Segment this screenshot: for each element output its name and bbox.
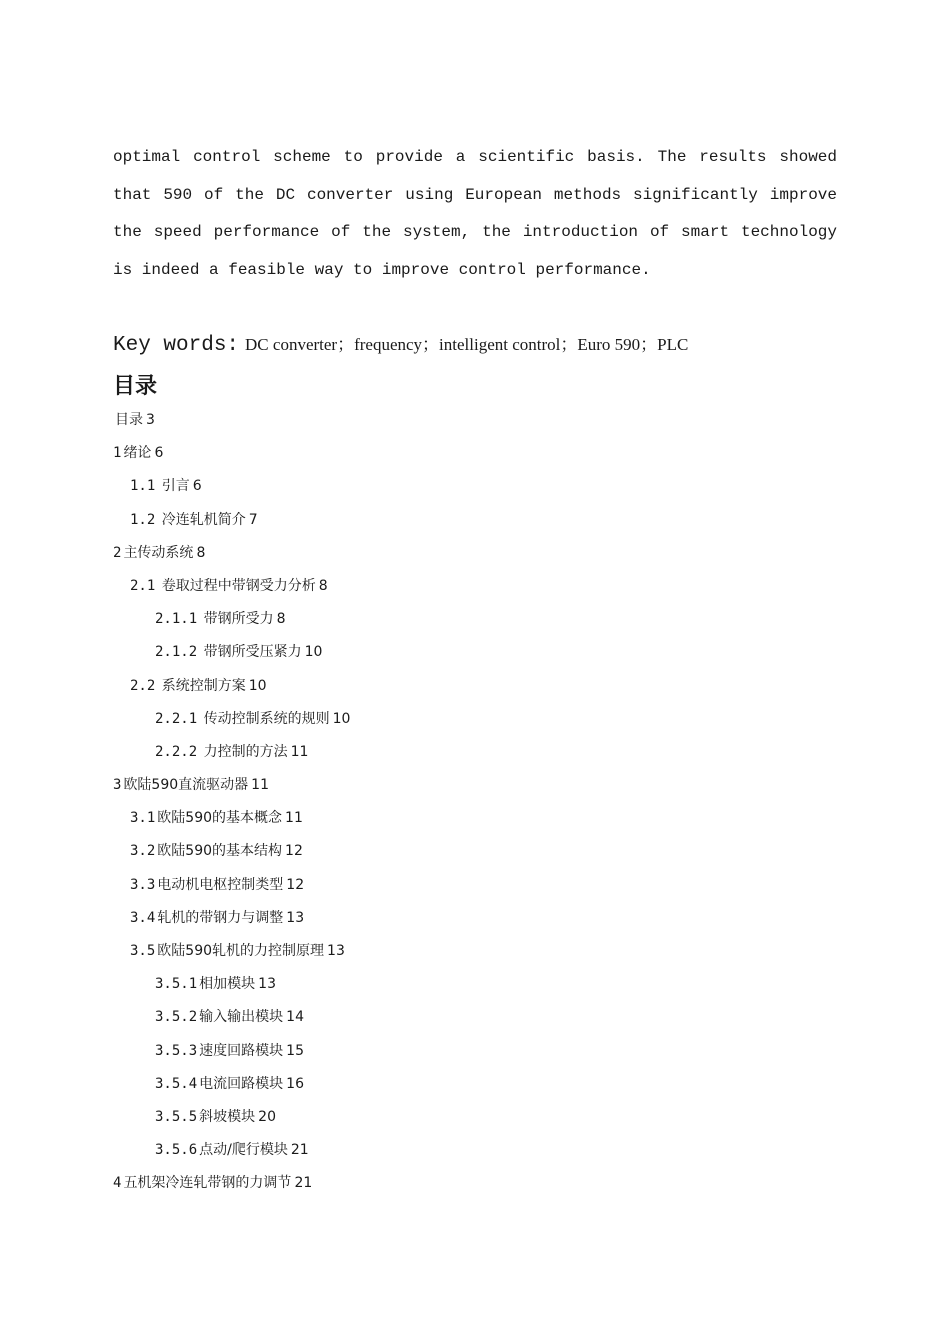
toc-entry-title: 点动/爬行模块: [199, 1142, 288, 1159]
toc-entry-number: 1: [113, 445, 122, 462]
toc-entry-page: 6: [192, 478, 202, 495]
toc-entry[interactable]: [113, 1134, 350, 1167]
toc-entry-number: 4: [113, 1175, 122, 1192]
toc-entry-page: 10: [332, 710, 351, 727]
toc-entry[interactable]: [113, 437, 350, 470]
toc-entry-page: 21: [294, 1175, 313, 1192]
toc-entry[interactable]: [113, 1068, 350, 1101]
keywords-text: DC converter；frequency；intelligent control；Euro 590；PLC: [245, 335, 689, 354]
toc-entry[interactable]: [113, 670, 350, 703]
toc-entry-title: 速度回路模块: [199, 1042, 284, 1059]
toc-entry-page: 12: [285, 843, 303, 860]
toc-entry-page: 15: [286, 1042, 304, 1059]
toc-entry-page: 6: [154, 445, 164, 462]
toc-entry-page: 13: [286, 909, 305, 926]
toc-entry-number: 2.2.2: [155, 743, 198, 760]
toc-entry-number: 2.2.1: [155, 710, 198, 727]
toc-entry[interactable]: [113, 1101, 350, 1134]
abstract-line: is indeed a feasible way to improve control performance.: [113, 260, 651, 279]
abstract-line: optimal control scheme to provide a scientific basis. The results showed: [113, 148, 837, 166]
toc-entry-number: 3.4: [130, 909, 156, 926]
toc-entry-number: 2.1.2: [155, 644, 198, 661]
toc-entry-title: 冷连轧机简介: [161, 511, 246, 528]
toc-entry[interactable]: [113, 703, 350, 736]
toc-entry[interactable]: [113, 570, 350, 603]
toc-heading: 目录: [113, 374, 158, 399]
abstract-paragraph: [113, 139, 837, 289]
toc-entry-number: 3.5.3: [155, 1042, 198, 1059]
toc-entry-page: 14: [286, 1009, 304, 1026]
toc-entry-title: 相加模块: [199, 976, 256, 993]
toc-entry-page: 11: [290, 743, 309, 760]
toc-entry-number: 3.3: [130, 876, 156, 893]
toc-entry-number: 3.5.1: [155, 976, 198, 993]
toc-entry[interactable]: [113, 537, 350, 570]
toc-entry-number: 3.5.5: [155, 1108, 198, 1125]
table-of-contents: [113, 404, 350, 1201]
toc-entry-page: 10: [304, 644, 323, 661]
toc-entry-title: 欧陆590直流驱动器: [123, 777, 249, 794]
toc-entry-number: 1.2: [130, 511, 156, 528]
toc-entry-number: 3.1: [130, 810, 156, 827]
toc-entry[interactable]: [113, 935, 350, 968]
toc-entry-title: 主传动系统: [123, 544, 194, 561]
toc-entry[interactable]: [113, 504, 350, 537]
toc-entry-number: 3.5.2: [155, 1009, 198, 1026]
toc-entry-title: 力控制的方法: [203, 743, 288, 760]
toc-entry-title: 绪论: [123, 445, 152, 462]
toc-entry-page: 8: [276, 611, 286, 628]
toc-entry-title: 欧陆590的基本结构: [157, 843, 283, 860]
toc-entry-title: 引言: [161, 478, 190, 495]
toc-entry[interactable]: [113, 1035, 350, 1068]
toc-entry-page: 12: [286, 876, 305, 893]
toc-entry-number: 2.1.1: [155, 611, 198, 628]
toc-entry[interactable]: [113, 769, 350, 802]
toc-entry-title: 斜坡模块: [199, 1108, 256, 1125]
toc-entry-title: 带钢所受力: [203, 611, 274, 628]
toc-entry[interactable]: [113, 869, 350, 902]
toc-entry[interactable]: [113, 603, 350, 636]
toc-entry-number: 3.5.4: [155, 1075, 198, 1092]
toc-entry[interactable]: [113, 470, 350, 503]
toc-entry-title: 五机架冷连轧带钢的力调节: [123, 1175, 292, 1192]
toc-entry-number: 2: [113, 544, 122, 561]
toc-entry-page: 8: [318, 577, 328, 594]
toc-entry-page: 11: [285, 810, 303, 827]
abstract-line: that 590 of the DC converter using European methods significantly improve: [113, 185, 837, 204]
toc-entry-number: 3: [113, 777, 122, 794]
toc-entry-page: 16: [286, 1075, 304, 1092]
toc-entry[interactable]: [113, 1167, 350, 1200]
toc-entry[interactable]: [113, 404, 350, 437]
toc-entry-title: 欧陆590的基本概念: [157, 810, 283, 827]
toc-entry-page: 7: [248, 511, 258, 528]
toc-entry-number: 3.2: [130, 843, 156, 860]
toc-entry-number: 3.5.6: [155, 1142, 198, 1159]
toc-entry-title: 电动机电枢控制类型: [157, 876, 284, 893]
toc-entry-title: 轧机的带钢力与调整: [157, 909, 284, 926]
toc-entry-title: 传动控制系统的规则: [203, 710, 330, 727]
toc-entry-number: 2.1: [130, 577, 156, 594]
toc-entry-page: 13: [258, 976, 276, 993]
toc-entry[interactable]: [113, 968, 350, 1001]
keywords-label: Key words:: [113, 334, 240, 357]
toc-entry-title: 目录: [115, 412, 143, 428]
toc-entry[interactable]: [113, 902, 350, 935]
toc-entry[interactable]: [113, 802, 350, 835]
toc-entry-page: 20: [258, 1108, 276, 1125]
toc-entry-title: 欧陆590轧机的力控制原理: [157, 943, 325, 959]
toc-entry-title: 卷取过程中带钢受力分析: [161, 577, 316, 594]
toc-entry-page: 21: [290, 1142, 309, 1159]
toc-entry-number: 3.5: [130, 943, 156, 959]
toc-entry-page: 10: [248, 677, 267, 694]
toc-entry-page: 3: [146, 412, 155, 428]
toc-entry[interactable]: [113, 736, 350, 769]
toc-entry[interactable]: [113, 636, 350, 669]
toc-entry-title: 系统控制方案: [161, 677, 246, 694]
toc-entry-title: 带钢所受压紧力: [203, 644, 302, 661]
toc-entry[interactable]: [113, 1001, 350, 1034]
toc-entry-title: 输入输出模块: [199, 1009, 284, 1026]
toc-entry-number: 2.2: [130, 677, 156, 694]
toc-entry-number: 1.1: [130, 478, 156, 495]
abstract-line: the speed performance of the system, the introduction of smart technology: [113, 223, 837, 241]
toc-entry-page: 13: [327, 943, 345, 959]
toc-entry-page: 11: [251, 777, 269, 794]
keywords-line: [113, 330, 688, 357]
toc-entry-title: 电流回路模块: [199, 1075, 284, 1092]
toc-entry[interactable]: [113, 835, 350, 868]
toc-entry-page: 8: [196, 544, 206, 561]
